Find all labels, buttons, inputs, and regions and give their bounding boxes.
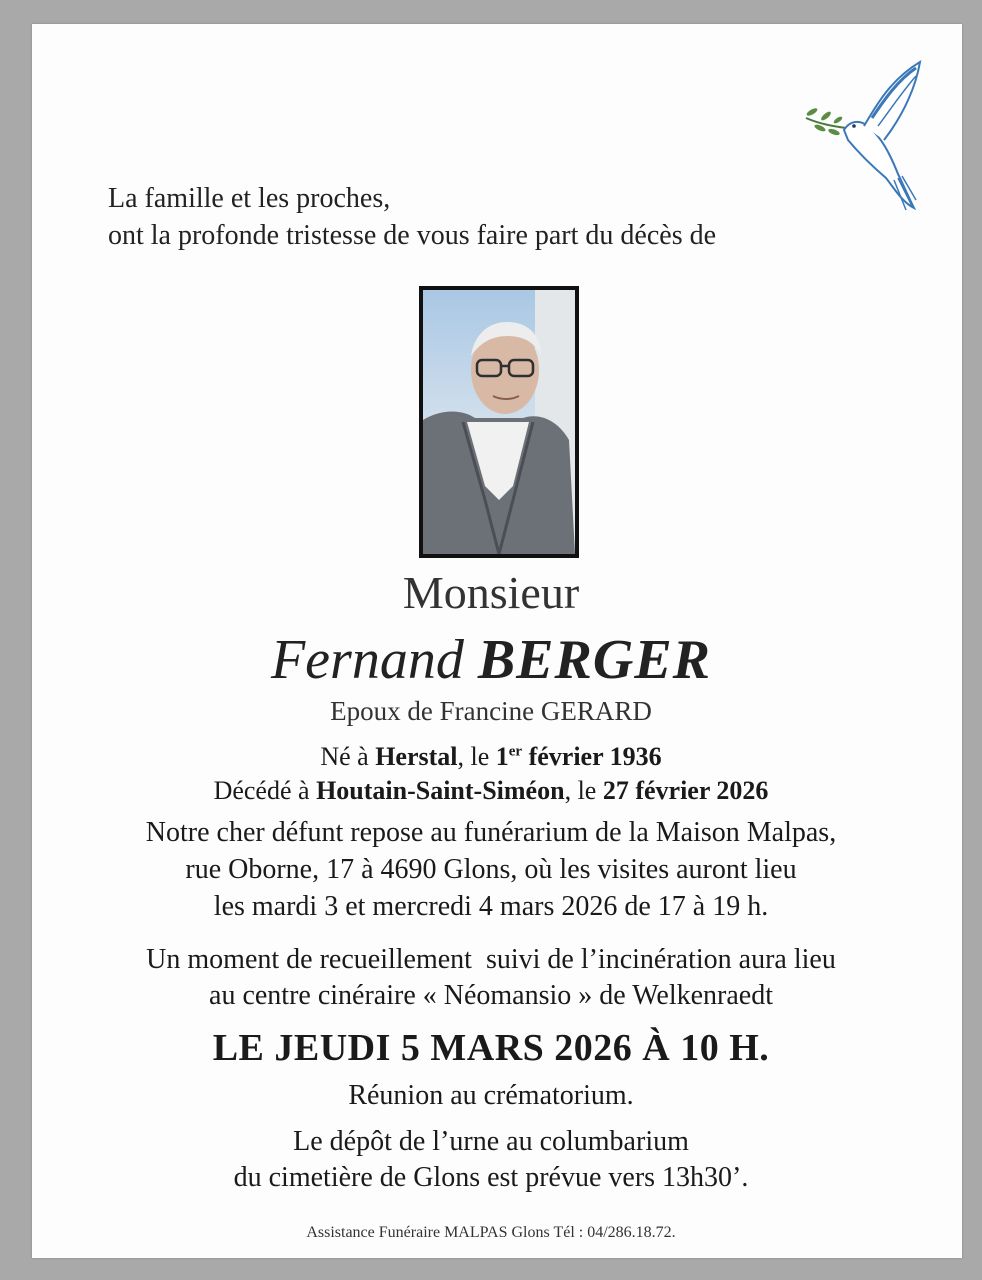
death-line: [0, 776, 982, 806]
ceremony-paragraph: [0, 942, 982, 1014]
death-prefix: Décédé à: [213, 776, 317, 805]
portrait-photo: [419, 286, 579, 558]
birth-line: [0, 742, 982, 772]
last-name: BERGER: [477, 629, 712, 691]
repose-line-2: rue Oborne, 17 à 4690 Glons, où les visites auront lieu: [185, 854, 797, 885]
birth-prefix: Né à: [320, 742, 376, 771]
meeting-note: Réunion au crématorium.: [348, 1080, 634, 1111]
urn-paragraph: [0, 1124, 982, 1196]
dove-icon: [798, 56, 924, 216]
repose-line-1: Notre cher défunt repose au funérarium de la Maison Malpas,: [145, 817, 837, 848]
repose-line-3: les mardi 3 et mercredi 4 mars 2026 de 17 à 19 h.: [213, 891, 769, 922]
death-sep: , le: [564, 776, 603, 805]
ceremony-date: LE JEUDI 5 MARS 2026 À 10 H.: [212, 1027, 770, 1069]
birth-place: Herstal: [375, 742, 458, 771]
intro-line-1: La famille et les proches,: [108, 183, 391, 214]
birth-sep: , le: [457, 742, 496, 771]
honorific-title: Monsieur: [402, 567, 580, 618]
first-name: Fernand: [270, 629, 464, 691]
birth-date-rest: février 1936: [522, 742, 662, 771]
urn-line-2: du cimetière de Glons est prévue vers 13h30’.: [233, 1162, 749, 1193]
ceremony-line-2: au centre cinéraire « Néomansio » de Welkenraedt: [209, 980, 773, 1011]
death-place: Houtain-Saint-Siméon: [316, 776, 565, 805]
death-date: 27 février 2026: [602, 776, 769, 805]
spouse-line: Epoux de Francine GERARD: [330, 696, 652, 726]
birth-day: 1: [495, 742, 509, 771]
ceremony-line-1: Un moment de recueillement suivi de l’incinération aura lieu: [146, 944, 836, 975]
intro-text: [108, 180, 716, 254]
intro-line-2: ont la profonde tristesse de vous faire part du décès de: [108, 220, 717, 251]
repose-paragraph: [0, 814, 982, 925]
funeral-home-footer: Assistance Funéraire MALPAS Glons Tél : 04/286.18.72.: [306, 1224, 676, 1241]
birth-day-suffix: er: [508, 743, 523, 760]
deceased-name: [0, 628, 982, 692]
urn-line-1: Le dépôt de l’urne au columbarium: [293, 1126, 689, 1157]
